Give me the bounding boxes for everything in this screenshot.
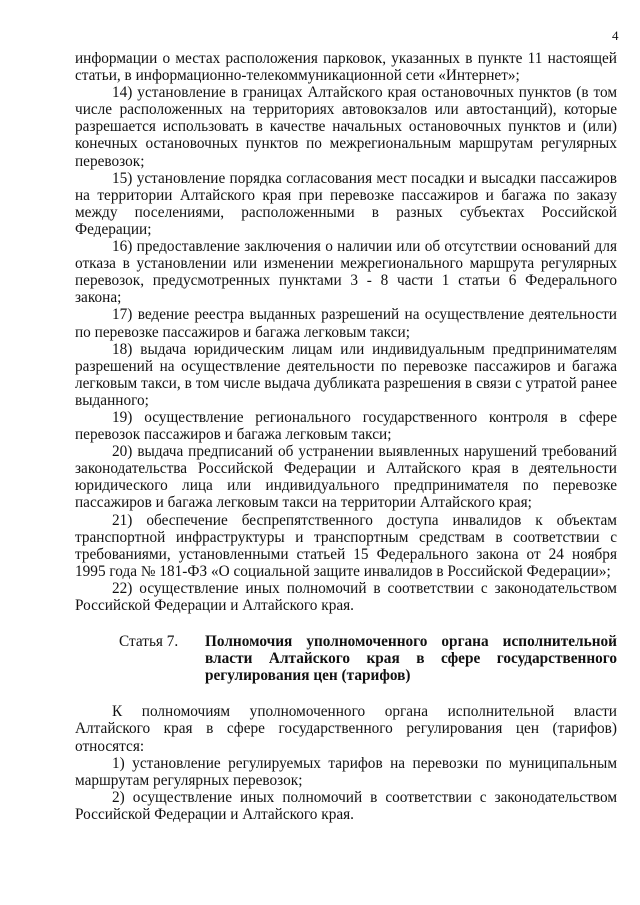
article-7-body xyxy=(75,703,617,823)
article-label: Статья 7. xyxy=(119,633,179,651)
list-item-19: 19) осуществление регионального государственного контроля в сфере перевозок пассажиров и багажа легковым такси; xyxy=(75,408,617,444)
article-7-item-1: 1) установление регулируемых тарифов на перевозки по муниципальным маршрутам регулярных перевозок; xyxy=(75,754,617,789)
list-item-15: 15) установление порядка согласования мест посадки и высадки пассажиров на территории Алтайского края при перевозке пассажиров и багажа по заказу между поселениями, расположенными в разных субъектах Российской Федерации; xyxy=(75,169,617,238)
article-7-intro: К полномочиям уполномоченного органа исполнительной власти Алтайского края в сфере государственного регулирования цен (тарифов) относятся: xyxy=(75,703,617,755)
page-number: 4 xyxy=(612,28,619,43)
list-item-21: 21) обеспечение беспрепятственного доступа инвалидов к объектам транспортной инфраструктуры и транспортным средствам в соответствии с требованиями, установленными статьей 15 Федерального закона от 24 ноября 1995 года № 181-ФЗ «О социальной защите инвалидов в Российской Федерации»; xyxy=(75,511,617,580)
article-7-item-2: 2) осуществление иных полномочий в соответствии с законодательством Российской Федерации и Алтайского края. xyxy=(75,788,617,823)
article-7-heading xyxy=(75,633,617,684)
list-item-16: 16) предоставление заключения о наличии или об отсутствии оснований для отказа в установлении или изменении межрегионального маршрута регулярных перевозок, предусмотренных пунктами 3 - 8 части 1 статьи 6 Федерального закона; xyxy=(75,238,617,307)
list-item-20: 20) выдача предписаний об устранении выявленных нарушений требований законодательства Российской Федерации и Алтайского края в деятельности юридического лица или индивидуального предпринимателя по перевозке пассажиров и багажа легковым такси на территории Алтайского края; xyxy=(75,443,617,512)
list-item-14: 14) установление в границах Алтайского края остановочных пунктов (в том числе расположенных на территориях автовокзалов или автостанций), которые разрешается использовать в качестве начальных остановочных пунктов и (или) конечных остановочных пунктов по межрегиональным маршрутам регулярных перевозок; xyxy=(75,84,617,170)
article-title: Полномочия уполномоченного органа исполнительной власти Алтайского края в сфере государственного регулирования цен (тарифов) xyxy=(205,633,617,685)
list-item-18: 18) выдача юридическим лицам или индивидуальным предпринимателям разрешений на осуществление деятельности по перевозке пассажиров и багажа легковым такси, в том числе выдача дубликата разрешения в связи с утратой ранее выданного; xyxy=(75,340,617,409)
document-body xyxy=(75,50,617,823)
list-item-22: 22) осуществление иных полномочий в соответствии с законодательством Российской Федерации и Алтайского края. xyxy=(75,579,617,614)
paragraph-continuation: информации о местах расположения парковок, указанных в пункте 11 настоящей статьи, в информационно-телекоммуникационной сети «Интернет»; xyxy=(75,50,617,85)
list-item-17: 17) ведение реестра выданных разрешений на осуществление деятельности по перевозке пассажиров и багажа легковым такси; xyxy=(75,306,617,341)
